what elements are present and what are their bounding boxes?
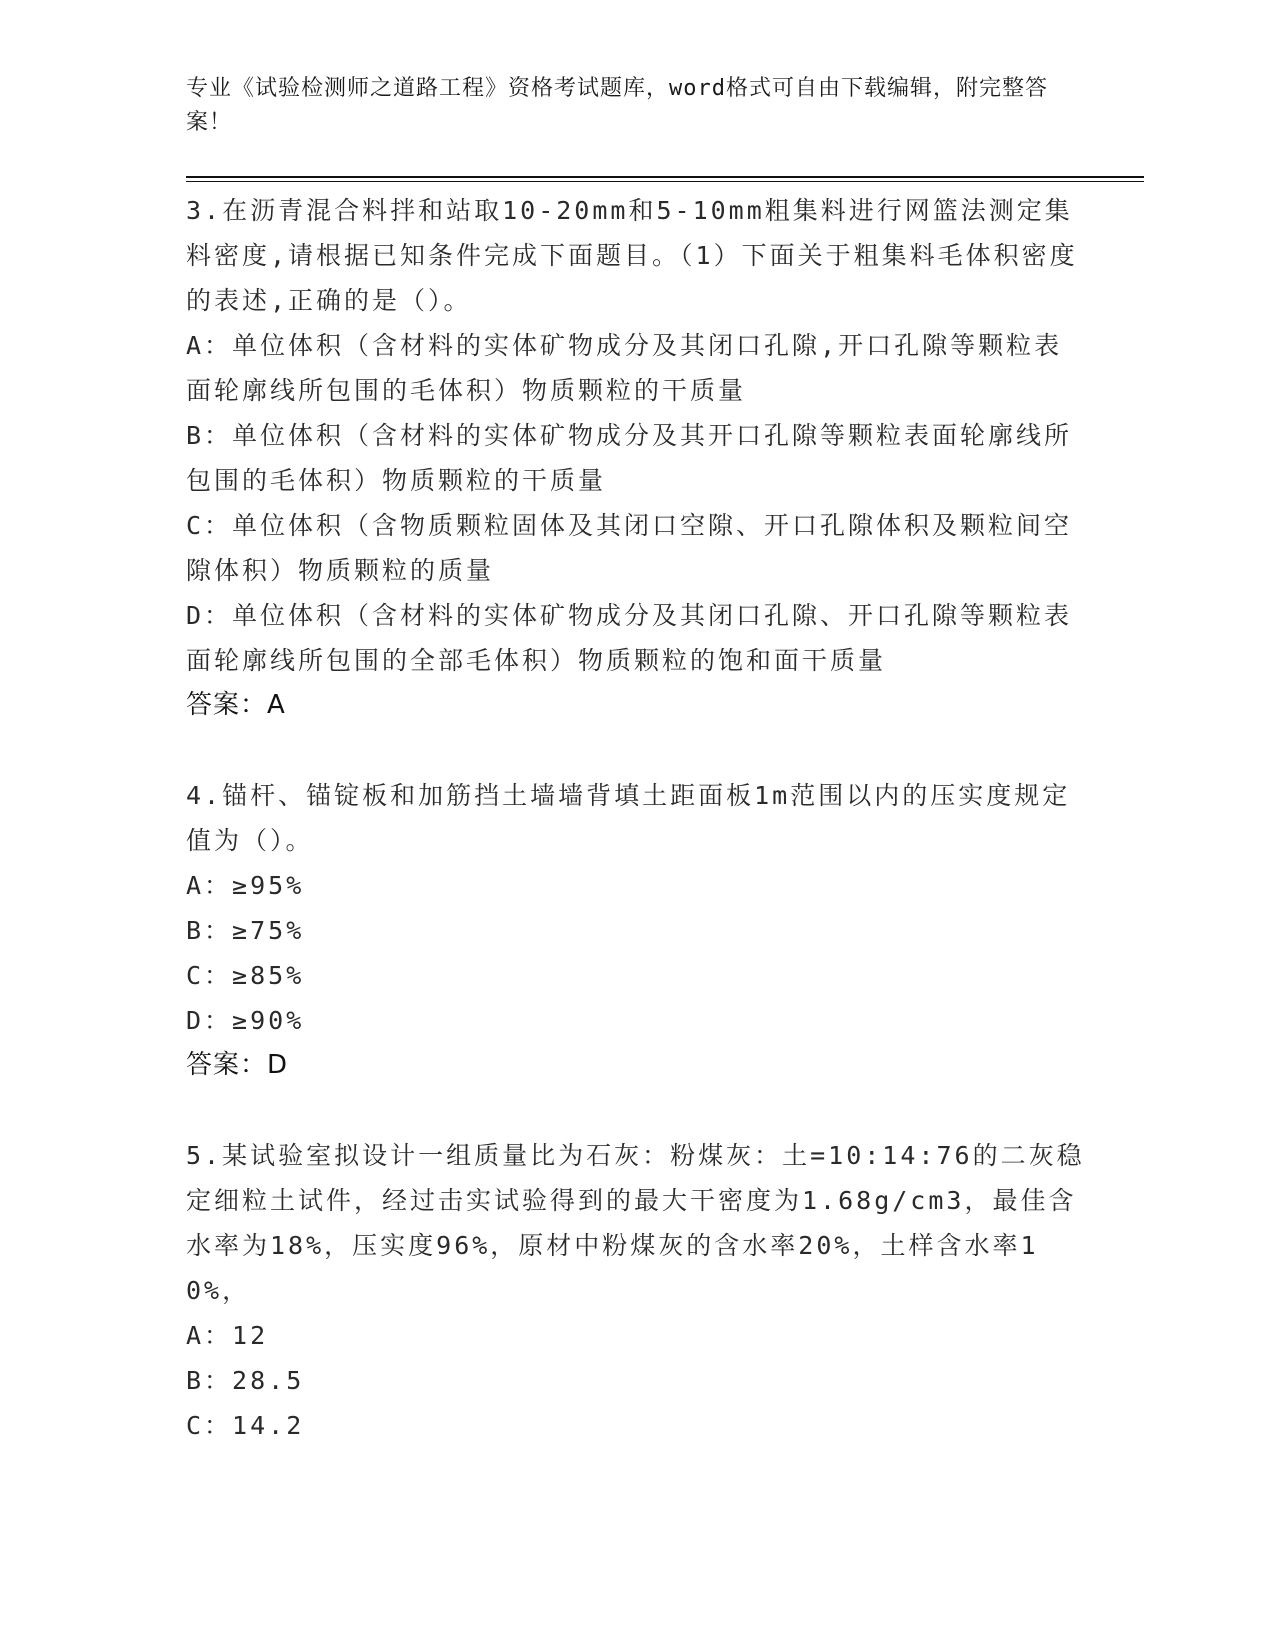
header-divider-thin bbox=[186, 181, 1144, 182]
option-b: B：28.5 bbox=[186, 1366, 305, 1395]
question-stem: 5.某试验室拟设计一组质量比为石灰：粉煤灰：土=10:14:76的二灰稳定细粒土试件，经过击实试验得到的最大干密度为1.68g/cm3，最佳含水率为18%，压实度96%，原材中粉煤灰的含水率20%，土样含水率10%， bbox=[186, 1141, 1085, 1305]
question-spacer bbox=[186, 1088, 1086, 1133]
answer-label: 答案：D bbox=[186, 1050, 289, 1080]
question-3 bbox=[186, 188, 1086, 728]
option-a: A：单位体积（含材料的实体矿物成分及其闭口孔隙,开口孔隙等颗粒表面轮廓线所包围的毛体积）物质颗粒的干质量 bbox=[186, 331, 1063, 405]
document-header: 专业《试验检测师之道路工程》资格考试题库，word格式可自由下载编辑，附完整答案！ bbox=[186, 76, 1048, 135]
option-c: C：14.2 bbox=[186, 1411, 305, 1440]
question-stem: 4.锚杆、锚锭板和加筋挡土墙墙背填土距面板1m范围以内的压实度规定值为（）。 bbox=[186, 781, 1071, 855]
question-4 bbox=[186, 773, 1086, 1088]
question-5 bbox=[186, 1133, 1086, 1448]
answer-label: 答案：A bbox=[186, 690, 286, 720]
option-a: A：≥95% bbox=[186, 871, 305, 900]
question-list bbox=[186, 188, 1086, 1448]
option-d: D：≥90% bbox=[186, 1006, 305, 1035]
option-b: B：≥75% bbox=[186, 916, 305, 945]
header-divider-thick bbox=[186, 176, 1144, 178]
option-b: B：单位体积（含材料的实体矿物成分及其开口孔隙等颗粒表面轮廓线所包围的毛体积）物质颗粒的干质量 bbox=[186, 421, 1073, 495]
question-spacer bbox=[186, 728, 1086, 773]
option-d: D：单位体积（含材料的实体矿物成分及其闭口孔隙、开口孔隙等颗粒表面轮廓线所包围的全部毛体积）物质颗粒的饱和面干质量 bbox=[186, 601, 1073, 675]
question-stem: 3.在沥青混合料拌和站取10-20mm和5-10mm粗集料进行网篮法测定集料密度,请根据已知条件完成下面题目。（1）下面关于粗集料毛体积密度的表述,正确的是（）。 bbox=[186, 196, 1078, 315]
option-c: C：≥85% bbox=[186, 961, 305, 990]
option-c: C：单位体积（含物质颗粒固体及其闭口空隙、开口孔隙体积及颗粒间空隙体积）物质颗粒的质量 bbox=[186, 511, 1073, 585]
option-a: A：12 bbox=[186, 1321, 269, 1350]
